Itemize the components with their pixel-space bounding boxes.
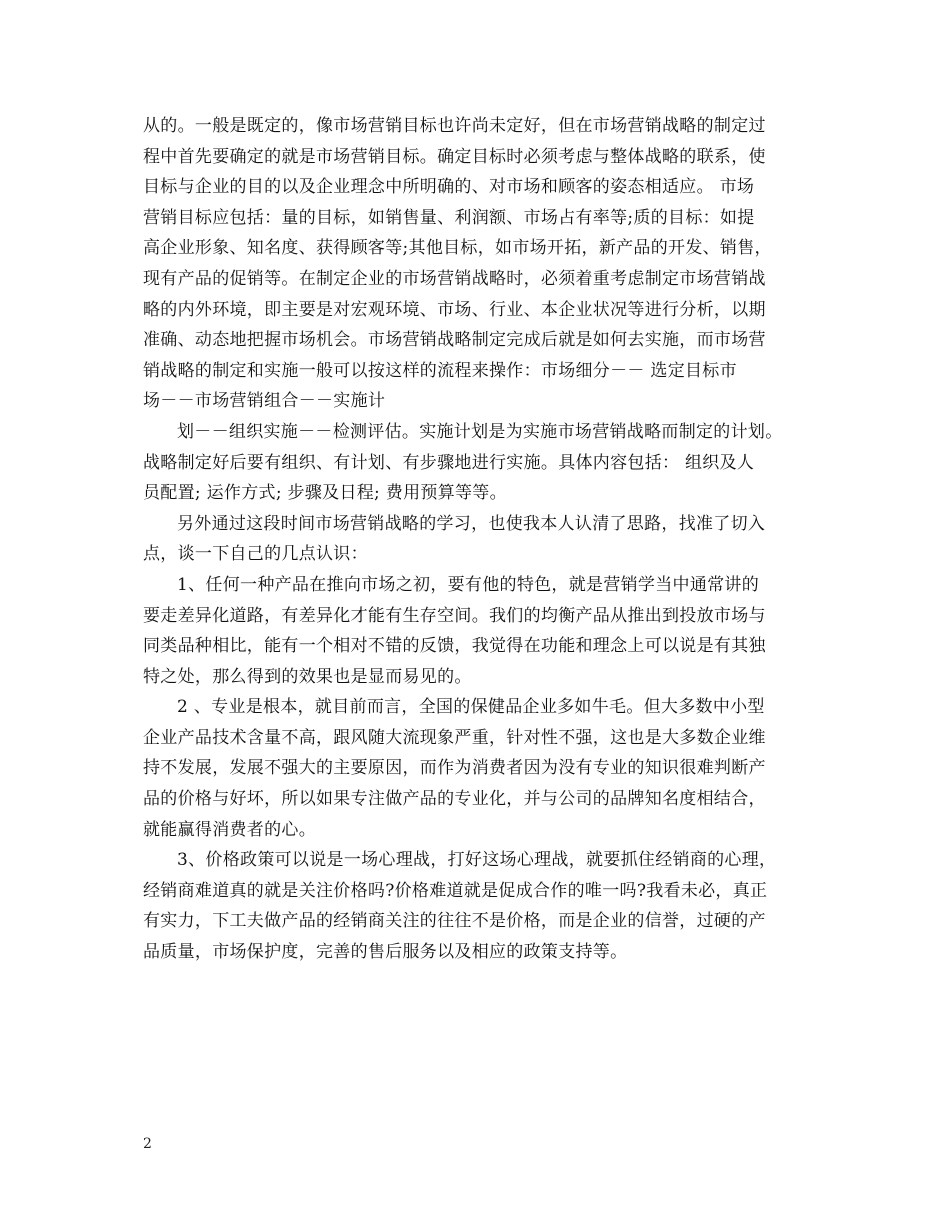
text-line: 另外通过这段时间市场营销战略的学习，也使我本人认清了思路，找准了切入 (177, 513, 766, 534)
text-line: 程中首先要确定的就是市场营销目标。确定目标时必须考虑与整体战略的联系，使 (143, 146, 766, 167)
text-line: 从的。一般是既定的，像市场营销目标也许尚未定好，但在市场营销战略的制定过 (143, 116, 766, 136)
text-line: 战略制定好后要有组织、有计划、有步骤地进行实施。具体内容包括： 组织及人 (143, 452, 755, 473)
text-line: 有实力，下工夫做产品的经销商关注的往往不是价格，而是企业的信誉，过硬的产 (143, 911, 766, 932)
body-text (143, 111, 813, 968)
text-line: 品质量，市场保护度，完善的售后服务以及相应的政策支持等。 (143, 942, 628, 963)
text-line: 品的价格与好坏，所以如果专注做产品的专业化，并与公司的品牌知名度相结合， (143, 789, 766, 810)
text-line: 持不发展，发展不强大的主要原因，而作为消费者因为没有专业的知识很难判断产 (143, 758, 766, 779)
text-line: 3、价格政策可以说是一场心理战，打好这场心理战，就要抓住经销商的心理， (177, 850, 777, 871)
text-line: 2 、专业是根本，就目前而言，全国的保健品企业多如牛毛。但大多数中小型 (177, 697, 765, 718)
text-line: 点，谈一下自己的几点认识： (143, 544, 368, 565)
text-line: 特之处，那么得到的效果也是显而易见的。 (143, 666, 472, 687)
text-line: 就能赢得消费者的心。 (143, 819, 316, 840)
text-line: 企业产品技术含量不高，跟风随大流现象严重，针对性不强，这也是大多数企业维 (143, 727, 766, 748)
text-line: 现有产品的促销等。在制定企业的市场营销战略时，必须着重考虑制定市场营销战 (143, 268, 766, 289)
text-line: 同类品种相比，能有一个相对不错的反馈，我觉得在功能和理念上可以说是有其独 (143, 636, 766, 657)
text-line: 高企业形象、知名度、获得顾客等;其他目标，如市场开拓，新产品的开发、销售， (143, 238, 772, 259)
text-line: 场－－市场营销组合－－实施计 (143, 391, 386, 412)
text-line: 销战略的制定和实施一般可以按这样的流程来操作：市场细分－－ 选定目标市 (143, 360, 737, 381)
text-line: 要走差异化道路，有差异化才能有生存空间。我们的均衡产品从推出到投放市场与 (143, 605, 766, 626)
text-line: 营销目标应包括：量的目标，如销售量、利润额、市场占有率等;质的目标：如提 (143, 207, 755, 228)
text-line: 员配置; 运作方式; 步骤及日程; 费用预算等等。 (143, 483, 507, 504)
text-line: 1、任何一种产品在推向市场之初，要有他的特色，就是营销学当中通常讲的 (177, 574, 760, 595)
text-line: 准确、动态地把握市场机会。市场营销战略制定完成后就是如何去实施，而市场营 (143, 330, 766, 351)
text-line: 目标与企业的目的以及企业理念中所明确的、对市场和顾客的姿态相适应。 市场 (143, 177, 755, 198)
page-number: 2 (143, 1136, 152, 1152)
text-line: 经销商难道真的就是关注价格吗?价格难道就是促成合作的唯一吗?我看未必，真正 (143, 880, 768, 901)
text-line: 略的内外环境，即主要是对宏观环境、市场、行业、本企业状况等进行分析，以期 (143, 299, 766, 320)
text-line: 划－－组织实施－－检测评估。实施计划是为实施市场营销战略而制定的计划。 (177, 421, 783, 442)
